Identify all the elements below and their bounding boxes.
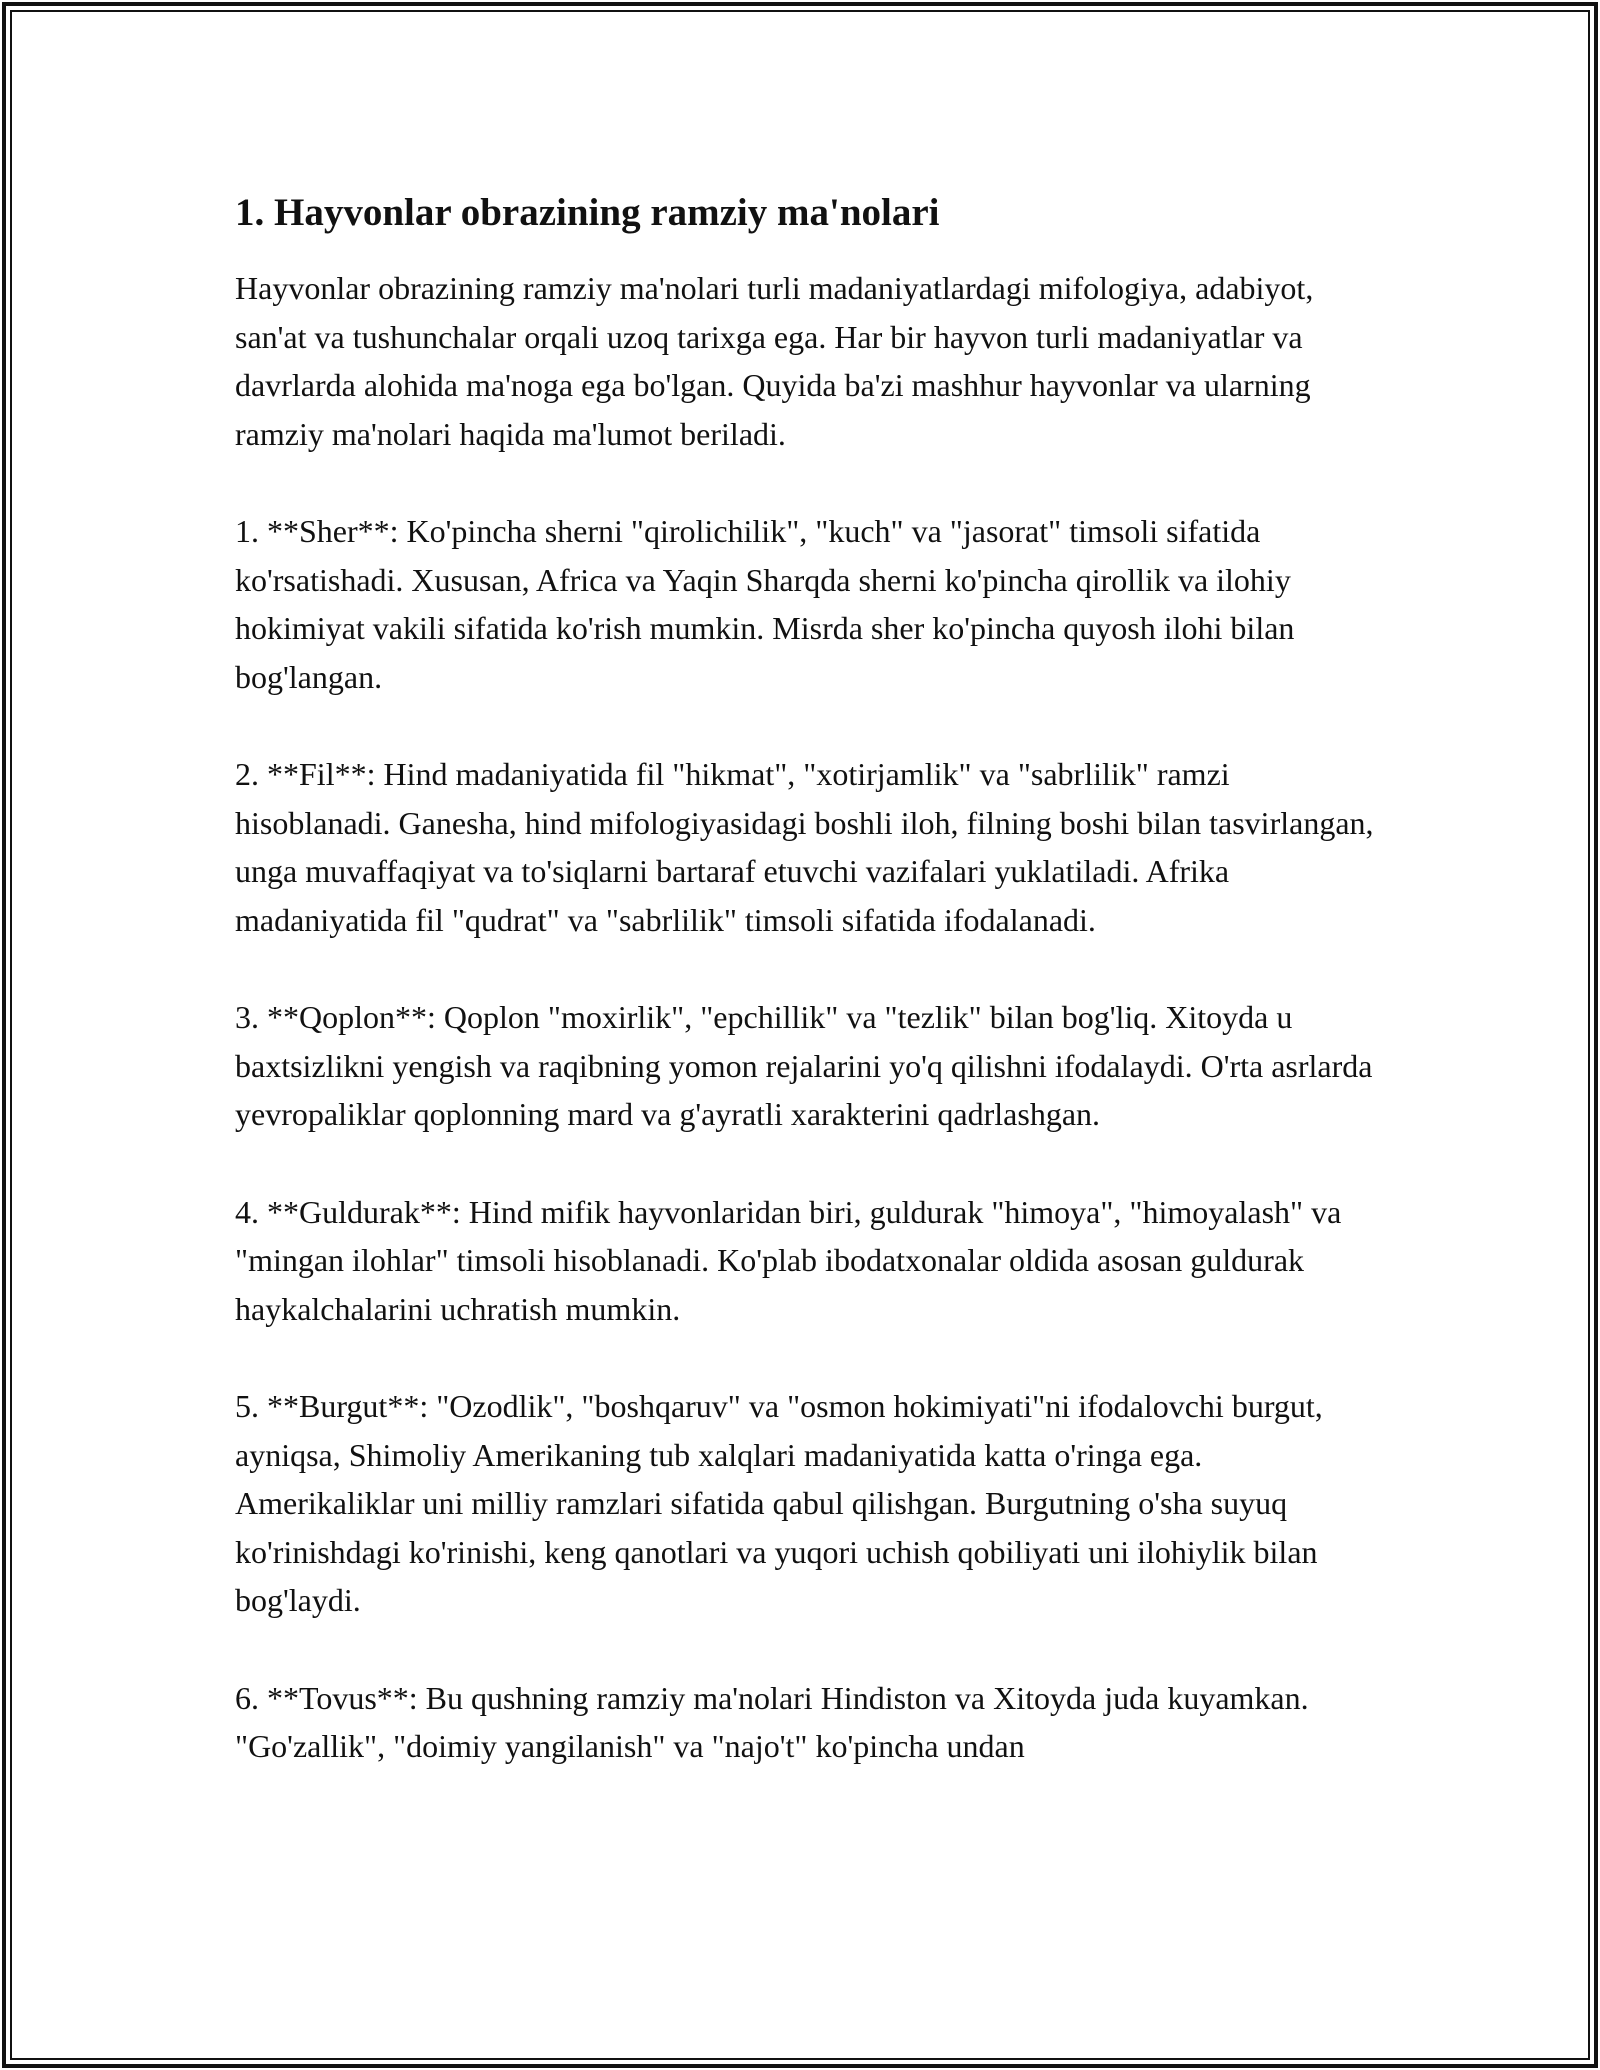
paragraph-burgut: 5. **Burgut**: "Ozodlik", "boshqaruv" va "osmon hokimiyati"ni ifodalovchi burgut, ayniqsa, Shimoliy Amerikaning tub xalqlari madaniyatida katta o'ringa ega. Amerikaliklar uni milliy ramzlari sifatida qabul qilishgan. Burgutning o'sha suyuq ko'rinishdagi ko'rinishi, keng qanotlari va yuqori uchish qobiliyati uni ilohiylik bilan bog'laydi. [235, 1388, 1323, 1618]
intro-paragraph: Hayvonlar obrazining ramziy ma'nolari turli madaniyatlardagi mifologiya, adabiyot, san'at va tushunchalar orqali uzoq tarixga ega. Har bir hayvon turli madaniyatlar va davrlarda alohida ma'noga ega bo'lgan. Quyida ba'zi mashhur hayvonlar va ularning ramziy ma'nolari haqida ma'lumot beriladi. [235, 270, 1314, 452]
paragraph-guldurak: 4. **Guldurak**: Hind mifik hayvonlaridan biri, guldurak "himoya", "himoyalash" va "mingan ilohlar" timsoli hisoblanadi. Ko'plab ibodatxonalar oldida asosan guldurak haykalchalarini uchratish mumkin. [235, 1193, 1342, 1327]
paragraph-sher: 1. **Sher**: Ko'pincha sherni "qirolichilik", "kuch" va "jasorat" timsoli sifatida ko'rsatishadi. Xususan, Africa va Yaqin Sharqda sherni ko'pincha qirollik va ilohiy hokimiyat vakili sifatida ko'rish mumkin. Misrda sher ko'pincha quyosh ilohi bilan bog'langan. [235, 513, 1295, 695]
paragraph-tovus: 6. **Tovus**: Bu qushning ramziy ma'nolari Hindiston va Xitoyda juda kuyamkan. "Go'zallik", "doimiy yangilanish" va "najo't" ko'pincha undan [235, 1679, 1309, 1764]
paragraph-qoplon: 3. **Qoplon**: Qoplon "moxirlik", "epchillik" va "tezlik" bilan bog'liq. Xitoyda u baxtsizlikni yengish va raqibning yomon rejalarini yo'q qilishni ifodalaydi. O'rta asrlarda yevropaliklar qoplonning mard va g'ayratli xarakterini qadrlashgan. [235, 999, 1373, 1132]
paragraph-fil: 2. **Fil**: Hind madaniyatida fil "hikmat", "xotirjamlik" va "sabrlilik" ramzi hisoblanadi. Ganesha, hind mifologiyasidagi boshli iloh, filning boshi bilan tasvirlangan, unga muvaffaqiyat va to'siqlarni bartaraf etuvchi vazifalari yuklatiladi. Afrika madaniyatida fil "qudrat" va "sabrlilik" timsoli sifatida ifodalanadi. [235, 756, 1374, 938]
document-title: 1. Hayvonlar obrazining ramziy ma'nolari [235, 191, 940, 234]
document-body [235, 188, 1385, 1820]
